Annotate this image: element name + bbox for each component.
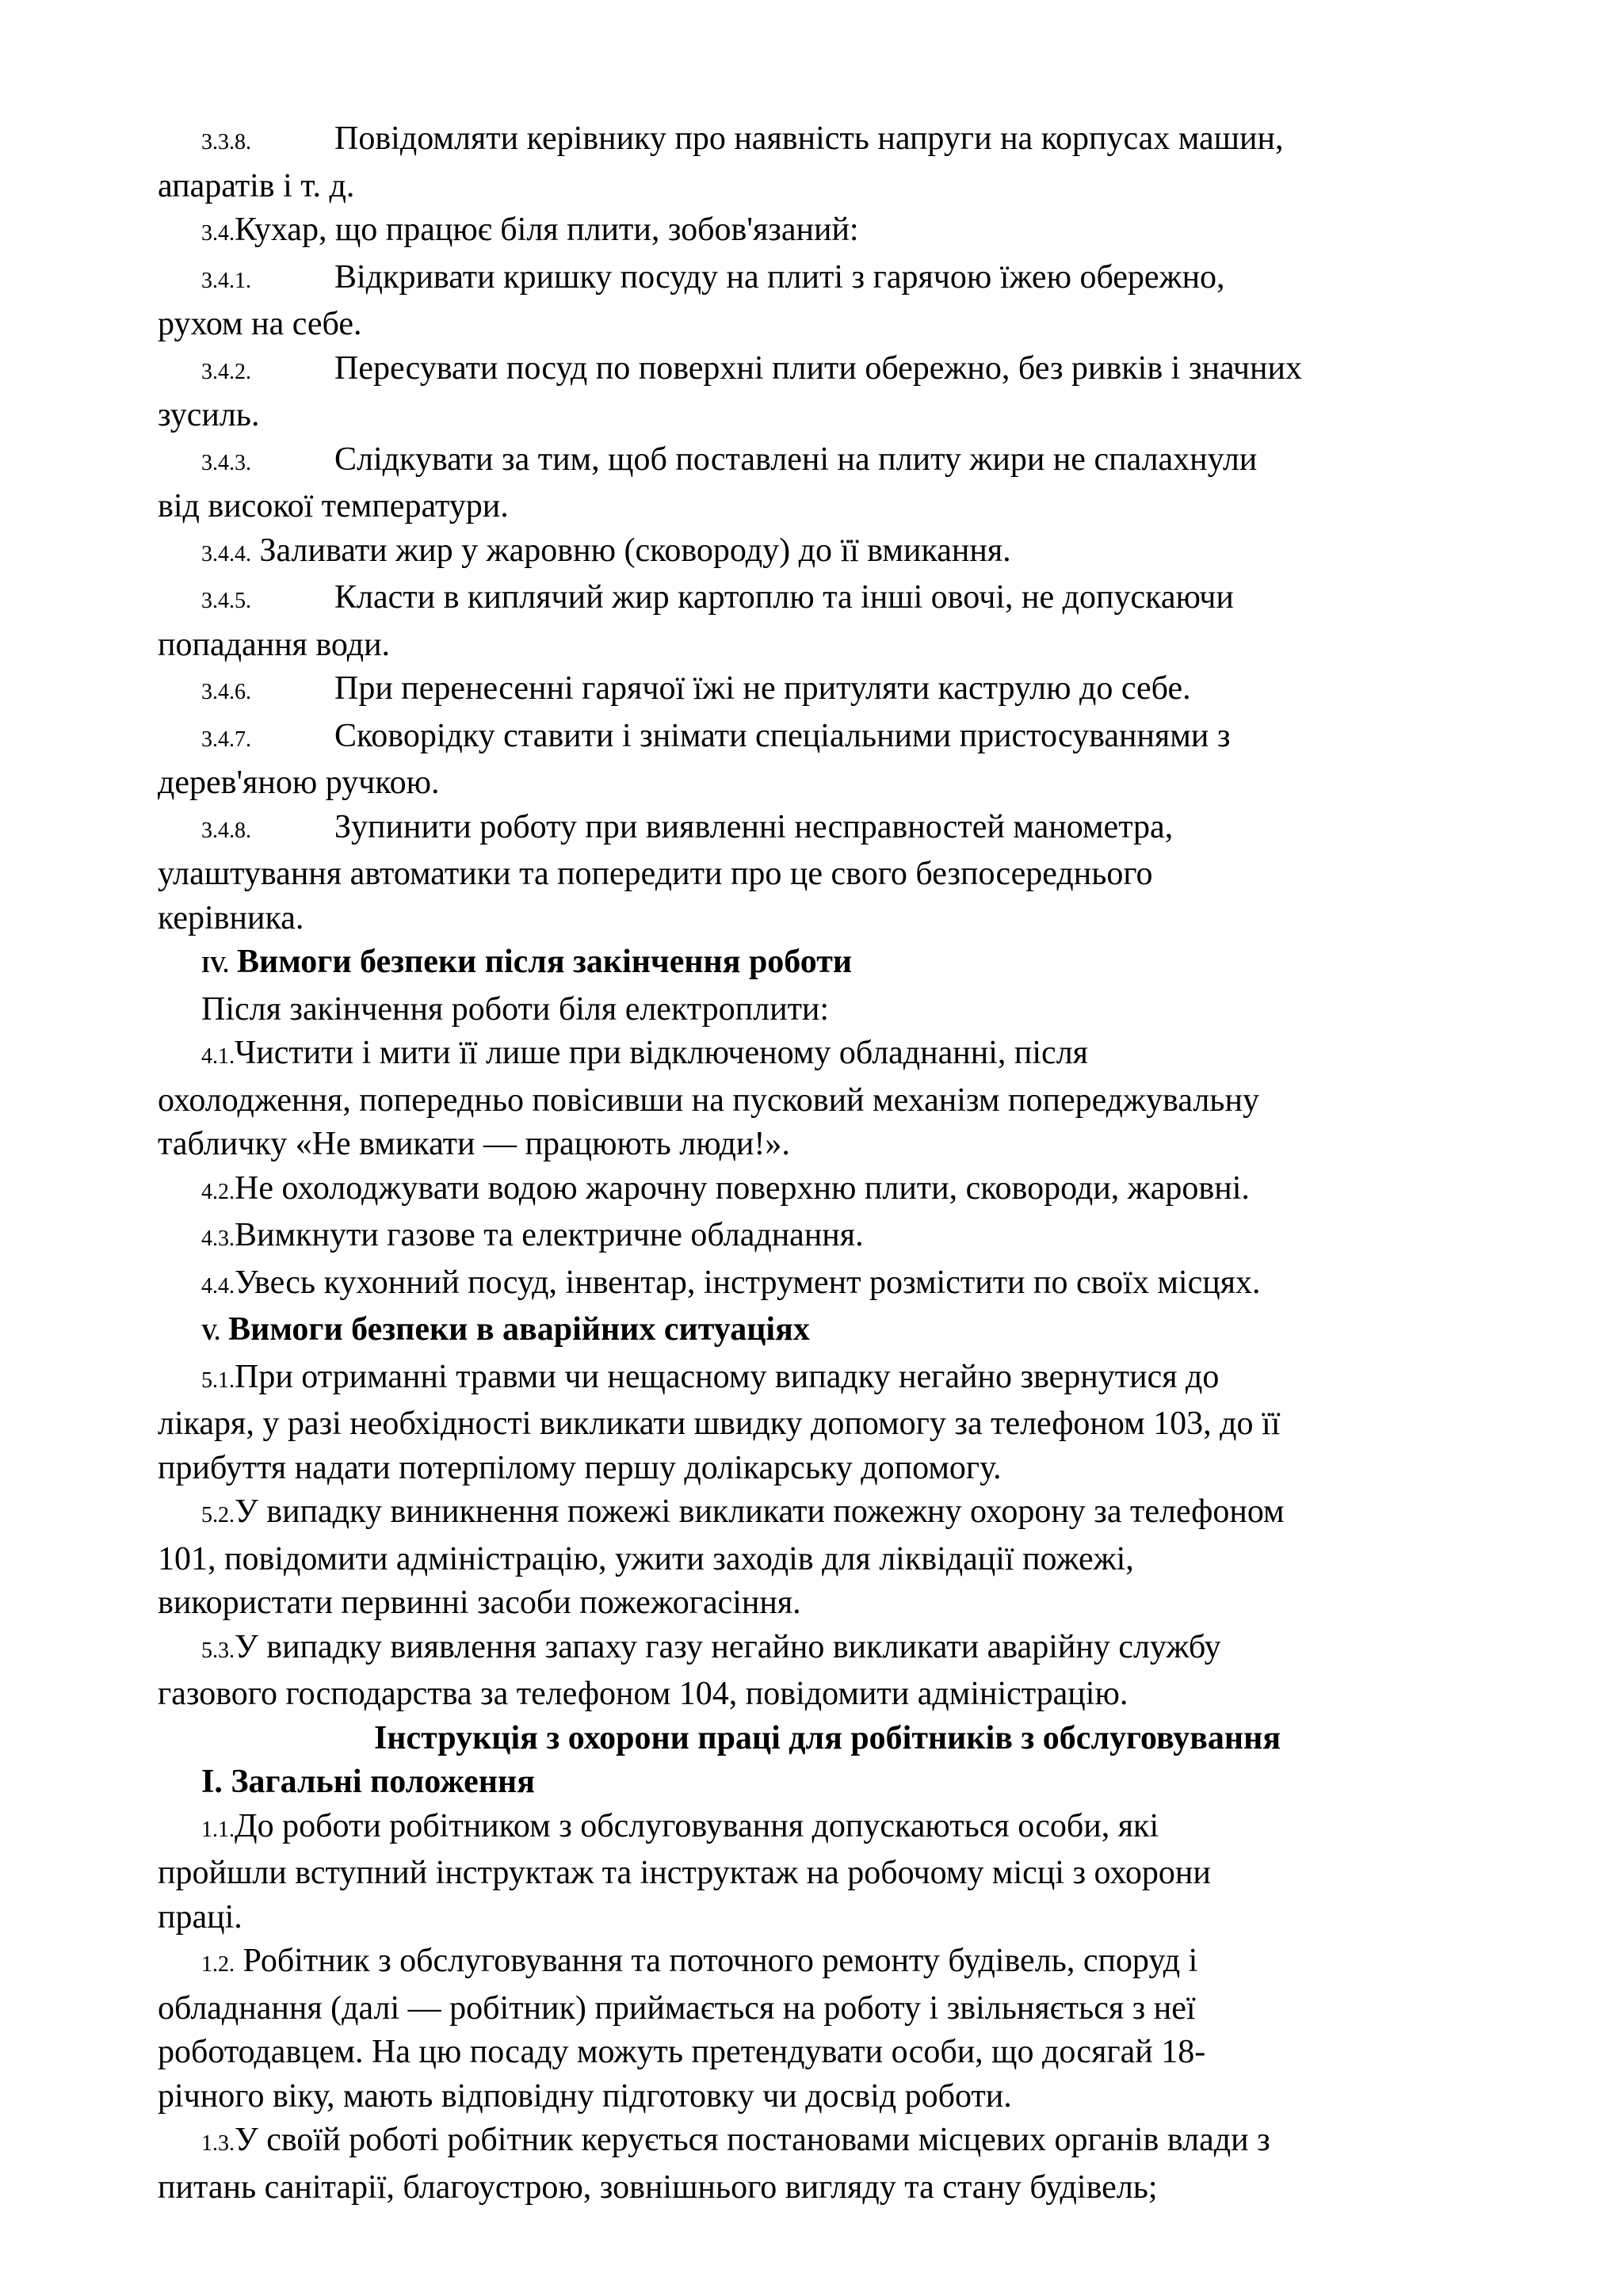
list-item [158,2119,1497,2166]
item-number: 5.3. [201,1638,235,1663]
item-number: 3.3.8. [201,130,251,154]
continuation-line: охолодження, попередньо повісивши на пусковий механізм попереджувальну [158,1081,1259,1119]
item-text: Чистити і мити її лише при відключеному обладнанні, після [235,1035,1088,1071]
list-item [158,715,1497,762]
item-text: Пересувати посуд по поверхні плити обережно, без ривків і значних [334,349,1302,387]
list-item [158,117,1497,165]
list-item [158,1167,1497,1215]
list-item [158,576,1497,624]
list-item [158,256,1497,303]
item-text: Не охолоджувати водою жарочну поверхню плити, сковороди, жаровні. [235,1169,1250,1207]
section-number: IV. [201,953,229,978]
item-number: 3.4.7. [201,727,251,752]
item-number: 3.4.5. [201,589,251,613]
list-item [158,208,1497,256]
list-item [158,529,1497,577]
section-heading [158,1308,1497,1356]
item-text: Повідомляти керівнику про наявність напруги на корпусах машин, [334,120,1284,157]
item-number: 3.4.2. [201,359,251,384]
list-item [158,347,1497,395]
list-item [158,1626,1497,1673]
continuation-line: роботодавцем. На цю посаду можуть претендувати особи, що досягай 18- [158,2034,1206,2070]
item-text: У своїй роботі робітник керується постановами місцевих органів влади з [235,2122,1270,2158]
continuation-line: річного віку, мають відповідну підготовку чи досвід роботи. [158,2077,1012,2115]
item-text: При перенесенні гарячої їжі не притуляти каструлю до себе. [334,670,1191,707]
list-item [158,1032,1497,1079]
item-number: 3.4.6. [201,680,251,704]
section-number: V. [201,1321,220,1345]
continuation-line: питань санітарії, благоустрою, зовнішнього вигляду та стану будівель; [158,2168,1158,2206]
continuation-line: дерев'яною ручкою. [158,765,440,801]
continuation-line: 101, повідомити адміністрацію, ужити заходів для ліквідації пожежі, [158,1540,1134,1577]
continuation-line: улаштування автоматики та попередити про це свого безпосереднього [158,856,1153,892]
list-item [158,1939,1497,1987]
item-text: Робітник з обслуговування та поточного ремонту будівель, споруд і [242,1943,1198,1979]
continuation-line: від високої температури. [158,488,509,524]
continuation-line: праці. [158,1898,242,1936]
item-number: 3.4.3. [201,450,251,475]
item-text: Вимкнути газове та електричне обладнання. [235,1217,864,1253]
item-number: 3.4.8. [201,818,251,843]
document-page [158,117,1497,2210]
item-number: 5.2. [201,1503,235,1527]
item-number: 4.3. [201,1226,235,1251]
item-text: До роботи робітником з обслуговування допускаються особи, які [235,1807,1159,1844]
item-text: Відкривати кришку посуду на плиті з гарячою їжею обережно, [334,258,1225,296]
item-number: 1.3. [201,2131,235,2156]
item-number: 1.1. [201,1817,235,1842]
item-text: Слідкувати за тим, щоб поставлені на плиту жири не спалахнули [334,441,1258,478]
item-text: Заливати жир у жаровню (сковороду) до її вмикання. [259,532,1011,569]
item-text: Класти в киплячий жир картоплю та інші овочі, не допускаючи [334,579,1234,616]
continuation-line: обладнання (далі — робітник) приймається на роботу і звільняється з неї [158,1989,1196,2027]
continuation-line: лікаря, у разі необхідності викликати швидку допомогу за телефоном 103, до її [158,1405,1281,1442]
item-number: 3.4. [201,221,235,246]
section-heading: I. Загальні положення [201,1764,535,1800]
item-number: 4.2. [201,1179,235,1204]
continuation-line: пройшли вступний інструктаж та інструктаж на робочому місці з охорони [158,1855,1211,1891]
continuation-line: газового господарства за телефоном 104, повідомити адміністрацію. [158,1676,1128,1712]
item-number: 1.2. [201,1952,235,1977]
item-text: У випадку виявлення запаху газу негайно викликати аварійну службу [235,1628,1221,1665]
list-item [158,438,1497,486]
item-text: При отриманні травми чи нещасному випадку негайно звернутися до [235,1358,1220,1395]
item-text: Зупинити роботу при виявленні несправностей манометра, [334,808,1174,845]
section-heading [158,940,1497,988]
item-number: 4.1. [201,1044,235,1069]
list-item [158,667,1497,715]
list-item [158,1356,1497,1403]
item-number: 3.4.1. [201,268,251,293]
section-title: Вимоги безпеки після закінчення роботи [237,944,853,980]
continuation-line: попадання води. [158,626,391,663]
continuation-line: прибуття надати потерпілому першу долікарську допомогу. [158,1449,1002,1486]
paragraph-line: Після закінчення роботи біля електроплити: [201,990,830,1028]
document-title: Інструкція з охорони праці для робітників з обслуговування [373,1719,1281,1756]
continuation-line: керівника. [158,899,304,936]
continuation-line: апаратів і т. д. [158,167,355,204]
list-item [158,1805,1497,1852]
continuation-line: рухом на себе. [158,306,362,342]
item-text: У випадку виникнення пожежі викликати пожежну охорону за телефоном [235,1493,1285,1530]
continuation-line: використати первинні засоби пожежогасіння. [158,1585,801,1621]
item-number: 4.4. [201,1273,235,1299]
item-text: Кухар, що працює біля плити, зобов'язаний: [235,212,859,248]
continuation-line: зусиль. [158,397,260,433]
list-item [158,806,1497,853]
item-number: 3.4.4. [201,541,251,566]
list-item [158,1261,1497,1309]
continuation-line: табличку «Не вмикати — працюють люди!». [158,1126,790,1162]
list-item [158,1490,1497,1538]
item-text: Увесь кухонний посуд, інвентар, інструмент розмістити по своїх місцях. [235,1264,1261,1301]
section-title: Вимоги безпеки в аварійних ситуаціях [228,1311,810,1348]
item-text: Сковорідку ставити і знімати спеціальними пристосуваннями з [334,717,1231,754]
list-item [158,1214,1497,1261]
item-number: 5.1. [201,1367,235,1393]
